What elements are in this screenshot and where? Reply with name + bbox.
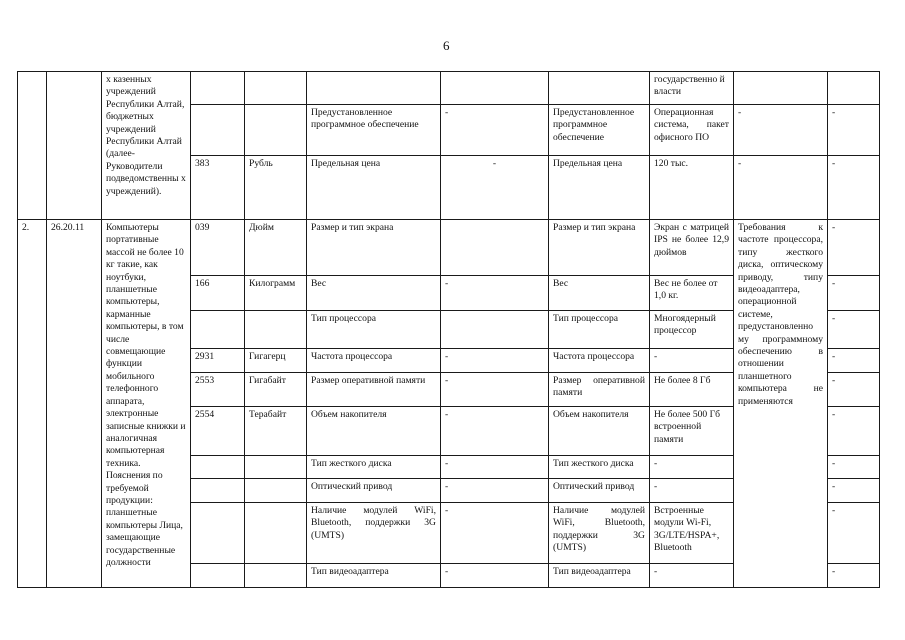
cell-characteristic: Предельная цена: [549, 156, 650, 220]
cell-code: [191, 311, 245, 349]
cell-value: [441, 72, 549, 105]
cell-characteristic: Тип жесткого диска: [307, 456, 441, 479]
cell-characteristic: Размер и тип экрана: [549, 220, 650, 276]
cell-last: -: [828, 311, 880, 349]
cell-last: -: [828, 349, 880, 373]
cell-code: 166: [191, 276, 245, 311]
cell-last: -: [828, 156, 880, 220]
cell-value: -: [650, 349, 734, 373]
cell-value: Вес не более от 1,0 кг.: [650, 276, 734, 311]
cell-characteristic: Наличие модулей WiFi, Bluetooth, поддержки 3G (UMTS): [549, 503, 650, 564]
cell-okpd: [47, 72, 102, 220]
cell-value: -: [441, 349, 549, 373]
cell-code: 2553: [191, 373, 245, 407]
cell-value: -: [441, 407, 549, 456]
cell-value: -: [441, 276, 549, 311]
cell-characteristic: Вес: [307, 276, 441, 311]
cell-requirement: -: [734, 105, 828, 156]
cell-unit: Килограмм: [245, 276, 307, 311]
cell-unit: [245, 479, 307, 503]
cell-characteristic: Наличие модулей WiFi, Bluetooth, поддержки 3G (UMTS): [307, 503, 441, 564]
cell-last: -: [828, 105, 880, 156]
cell-characteristic: Частота процессора: [307, 349, 441, 373]
cell-value: Не более 8 Гб: [650, 373, 734, 407]
cell-last: -: [828, 564, 880, 588]
table-row: [18, 72, 880, 105]
cell-characteristic: Тип процессора: [307, 311, 441, 349]
cell-characteristic: Тип видеоадаптера: [549, 564, 650, 588]
table-row: [18, 220, 880, 276]
cell-item-name: Компьютеры портативные массой не более 10 кг такие, как ноутбуки, планшетные компьютеры, карманные компьютеры, в том числе совмещающие функции мобильного телефонного аппарата, электронные записные книжки и аналогичная компьютерная техника. Пояснения по требуемой продукции: планшетные компьютеры Лица, замещающие государственные должности: [102, 220, 191, 588]
cell-characteristic: Предустановленное программное обеспечение: [307, 105, 441, 156]
cell-value: -: [441, 564, 549, 588]
cell-unit: Дюйм: [245, 220, 307, 276]
cell-code: [191, 105, 245, 156]
cell-characteristic: [549, 72, 650, 105]
cell-last: -: [828, 503, 880, 564]
cell-characteristic: Тип жесткого диска: [549, 456, 650, 479]
cell-characteristic: Частота процессора: [549, 349, 650, 373]
cell-unit: [245, 503, 307, 564]
cell-unit: Терабайт: [245, 407, 307, 456]
cell-characteristic: Тип видеоадаптера: [307, 564, 441, 588]
requirements-table: [17, 71, 880, 588]
cell-code: [191, 479, 245, 503]
cell-code: [191, 72, 245, 105]
cell-code: 039: [191, 220, 245, 276]
cell-code: 2554: [191, 407, 245, 456]
cell-unit: Рубль: [245, 156, 307, 220]
cell-code: [191, 564, 245, 588]
cell-characteristic: Вес: [549, 276, 650, 311]
cell-last: [828, 72, 880, 105]
cell-value: -: [441, 156, 549, 220]
cell-value: -: [650, 456, 734, 479]
cell-value: Многоядерный процессор: [650, 311, 734, 349]
cell-code: 2931: [191, 349, 245, 373]
page-number: 6: [443, 38, 450, 53]
cell-characteristic: Объем накопителя: [549, 407, 650, 456]
cell-value: [441, 311, 549, 349]
cell-okpd: 26.20.11: [47, 220, 102, 588]
cell-characteristic: Размер оперативной памяти: [307, 373, 441, 407]
cell-code: [191, 503, 245, 564]
cell-characteristic: [307, 72, 441, 105]
cell-last: -: [828, 220, 880, 276]
cell-value: 120 тыс.: [650, 156, 734, 220]
cell-characteristic: Объем накопителя: [307, 407, 441, 456]
cell-value: [441, 220, 549, 276]
cell-requirement: [734, 72, 828, 105]
cell-unit: [245, 456, 307, 479]
cell-requirement: Требования к частоте процессора, типу жесткого диска, оптическому приводу, типу видеоадаптера, операционной системе, предустановленно му программному обеспечению в отношении планшетного компьютера не применяются: [734, 220, 828, 588]
cell-characteristic: Тип процессора: [549, 311, 650, 349]
cell-code: 383: [191, 156, 245, 220]
cell-last: -: [828, 276, 880, 311]
cell-unit: [245, 564, 307, 588]
cell-last: -: [828, 373, 880, 407]
cell-value: -: [441, 503, 549, 564]
cell-last: -: [828, 407, 880, 456]
cell-value: -: [441, 373, 549, 407]
cell-value: -: [650, 479, 734, 503]
cell-unit: Гигагерц: [245, 349, 307, 373]
cell-characteristic: Предельная цена: [307, 156, 441, 220]
cell-unit: [245, 311, 307, 349]
cell-value: государственно й власти: [650, 72, 734, 105]
cell-unit: Гигабайт: [245, 373, 307, 407]
cell-value: -: [441, 456, 549, 479]
cell-characteristic: Оптический привод: [307, 479, 441, 503]
cell-last: -: [828, 456, 880, 479]
cell-unit: [245, 105, 307, 156]
cell-characteristic: Предустановленное программное обеспечение: [549, 105, 650, 156]
cell-unit: [245, 72, 307, 105]
cell-value: -: [441, 479, 549, 503]
cell-value: Не более 500 Гб встроенной памяти: [650, 407, 734, 456]
cell-item-name: х казенных учреждений Республики Алтай, бюджетных учреждений Республики Алтай (далее- Руководители подведомственны х учреждений).: [102, 72, 191, 220]
cell-characteristic: Размер и тип экрана: [307, 220, 441, 276]
cell-last: -: [828, 479, 880, 503]
cell-value: Операционная система, пакет офисного ПО: [650, 105, 734, 156]
cell-value: -: [441, 105, 549, 156]
cell-value: Экран с матрицей IPS не более 12,9 дюймов: [650, 220, 734, 276]
cell-value: -: [650, 564, 734, 588]
cell-requirement: -: [734, 156, 828, 220]
cell-num: 2.: [18, 220, 47, 588]
cell-num: [18, 72, 47, 220]
cell-value: Встроенные модули Wi-Fi, 3G/LTE/HSPA+, Bluetooth: [650, 503, 734, 564]
cell-code: [191, 456, 245, 479]
cell-characteristic: Размер оперативной памяти: [549, 373, 650, 407]
cell-characteristic: Оптический привод: [549, 479, 650, 503]
